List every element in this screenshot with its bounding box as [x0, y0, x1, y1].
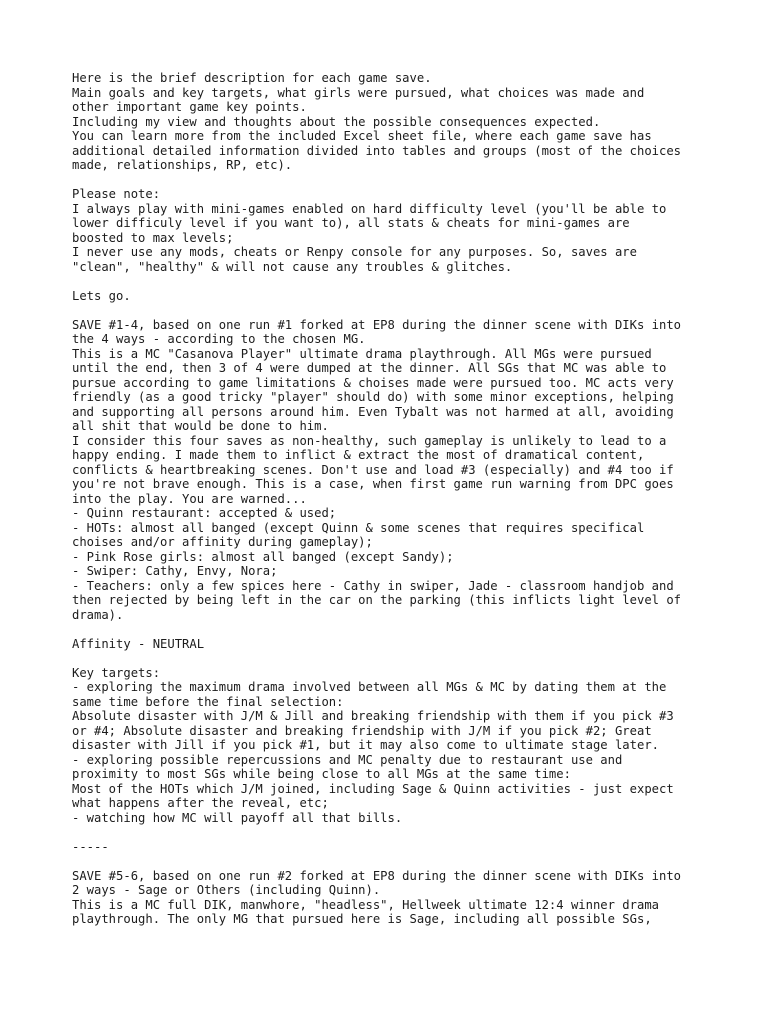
text-line: This is a MC "Casanova Player" ultimate drama playthrough. All MGs were pursued: [72, 346, 652, 361]
text-line: [72, 825, 732, 840]
text-line: - exploring the maximum drama involved between all MGs & MC by dating them at the: [72, 680, 667, 694]
text-line: Most of the HOTs which J/M joined, including Sage & Quinn activities - just expect: [72, 781, 674, 796]
text-line: additional detailed information divided into tables and groups (most of the choices: [72, 143, 682, 158]
text-line: I consider this four saves as non-healthy, such gameplay is unlikely to lead to a: [72, 433, 667, 448]
text-line: This is a MC full DIK, manwhore, "headless", Hellweek ultimate 12:4 winner drama: [72, 897, 659, 912]
text-line: or #4; Absolute disaster and breaking friendship with J/M if you pick #2; Great: [72, 723, 652, 738]
text-line: the 4 ways - according to the chosen MG.: [72, 332, 366, 346]
text-line: proximity to most SGs while being close to all MGs at the same time:: [72, 767, 571, 781]
text-line: Lets go.: [72, 288, 131, 303]
text-line: [72, 173, 732, 188]
text-line: - exploring possible repercussions and MC penalty due to restaurant use and: [72, 752, 623, 767]
text-line: then rejected by being left in the car on the parking (this inflicts light level of: [72, 593, 682, 607]
text-line: until the end, then 3 of 4 were dumped at the dinner. All SGs that MC was able to: [72, 361, 667, 375]
text-line: same time before the final selection:: [72, 694, 344, 709]
text-line: 2 ways - Sage or Others (including Quinn).: [72, 883, 381, 897]
text-line: [72, 274, 732, 289]
text-line: Including my view and thoughts about the possible consequences expected.: [72, 114, 601, 129]
text-line: disaster with Jill if you pick #1, but it may also come to ultimate stage later.: [72, 738, 659, 752]
text-line: lower difficuly level if you want to), all stats & cheats for mini-games are: [72, 216, 630, 230]
text-line: Key targets:: [72, 665, 161, 680]
text-line: [72, 622, 732, 637]
text-line: - Swiper: Cathy, Envy, Nora;: [72, 564, 278, 578]
text-line: SAVE #5-6, based on one run #2 forked at EP8 during the dinner scene with DIKs into: [72, 868, 682, 883]
text-line: SAVE #1-4, based on one run #1 forked at EP8 during the dinner scene with DIKs into: [72, 317, 682, 332]
text-line: - HOTs: almost all banged (except Quinn & some scenes that requires specifical: [72, 520, 645, 535]
document-page: [72, 71, 732, 927]
text-line: what happens after the reveal, etc;: [72, 796, 329, 810]
text-line: I always play with mini-games enabled on hard difficulty level (you'll be able to: [72, 201, 667, 216]
text-line: You can learn more from the included Excel sheet file, where each game save has: [72, 129, 652, 143]
text-line: into the play. You are warned...: [72, 491, 307, 506]
text-line: happy ending. I made them to inflict & extract the most of dramatical content,: [72, 448, 645, 462]
text-line: [72, 651, 732, 666]
text-line: [72, 303, 732, 318]
text-line: Main goals and key targets, what girls were pursued, what choices was made and: [72, 85, 645, 100]
text-line: made, relationships, RP, etc).: [72, 158, 293, 172]
text-line: Please note:: [72, 187, 161, 201]
text-line: - Pink Rose girls: almost all banged (except Sandy);: [72, 549, 454, 564]
text-line: all shit that would be done to him.: [72, 419, 329, 433]
text-line: playthrough. The only MG that pursued here is Sage, including all possible SGs,: [72, 912, 652, 926]
text-line: Here is the brief description for each game save.: [72, 71, 432, 85]
text-line: choises and/or affinity during gameplay);: [72, 535, 373, 549]
text-line: -----: [72, 839, 109, 854]
text-line: other important game key points.: [72, 100, 307, 114]
text-line: you're not brave enough. This is a case, when first game run warning from DPC goes: [72, 477, 674, 491]
text-line: Absolute disaster with J/M & Jill and breaking friendship with them if you pick #3: [72, 709, 674, 723]
text-line: - watching how MC will payoff all that bills.: [72, 810, 403, 825]
text-line: drama).: [72, 607, 124, 622]
text-line: boosted to max levels;: [72, 230, 234, 245]
text-line: - Teachers: only a few spices here - Cathy in swiper, Jade - classroom handjob and: [72, 578, 674, 593]
text-line: pursue according to game limitations & choises made were pursued too. MC acts very: [72, 375, 674, 390]
text-line: friendly (as a good tricky "player" should do) with some minor exceptions, helping: [72, 390, 674, 404]
text-line: I never use any mods, cheats or Renpy console for any purposes. So, saves are: [72, 245, 637, 259]
text-line: "clean", "healthy" & will not cause any troubles & glitches.: [72, 259, 513, 274]
text-line: Affinity - NEUTRAL: [72, 636, 205, 651]
text-line: - Quinn restaurant: accepted & used;: [72, 506, 337, 520]
text-line: and supporting all persons around him. Even Tybalt was not harmed at all, avoiding: [72, 404, 674, 419]
text-line: [72, 854, 732, 869]
text-line: conflicts & heartbreaking scenes. Don't use and load #3 (especially) and #4 too if: [72, 462, 674, 477]
